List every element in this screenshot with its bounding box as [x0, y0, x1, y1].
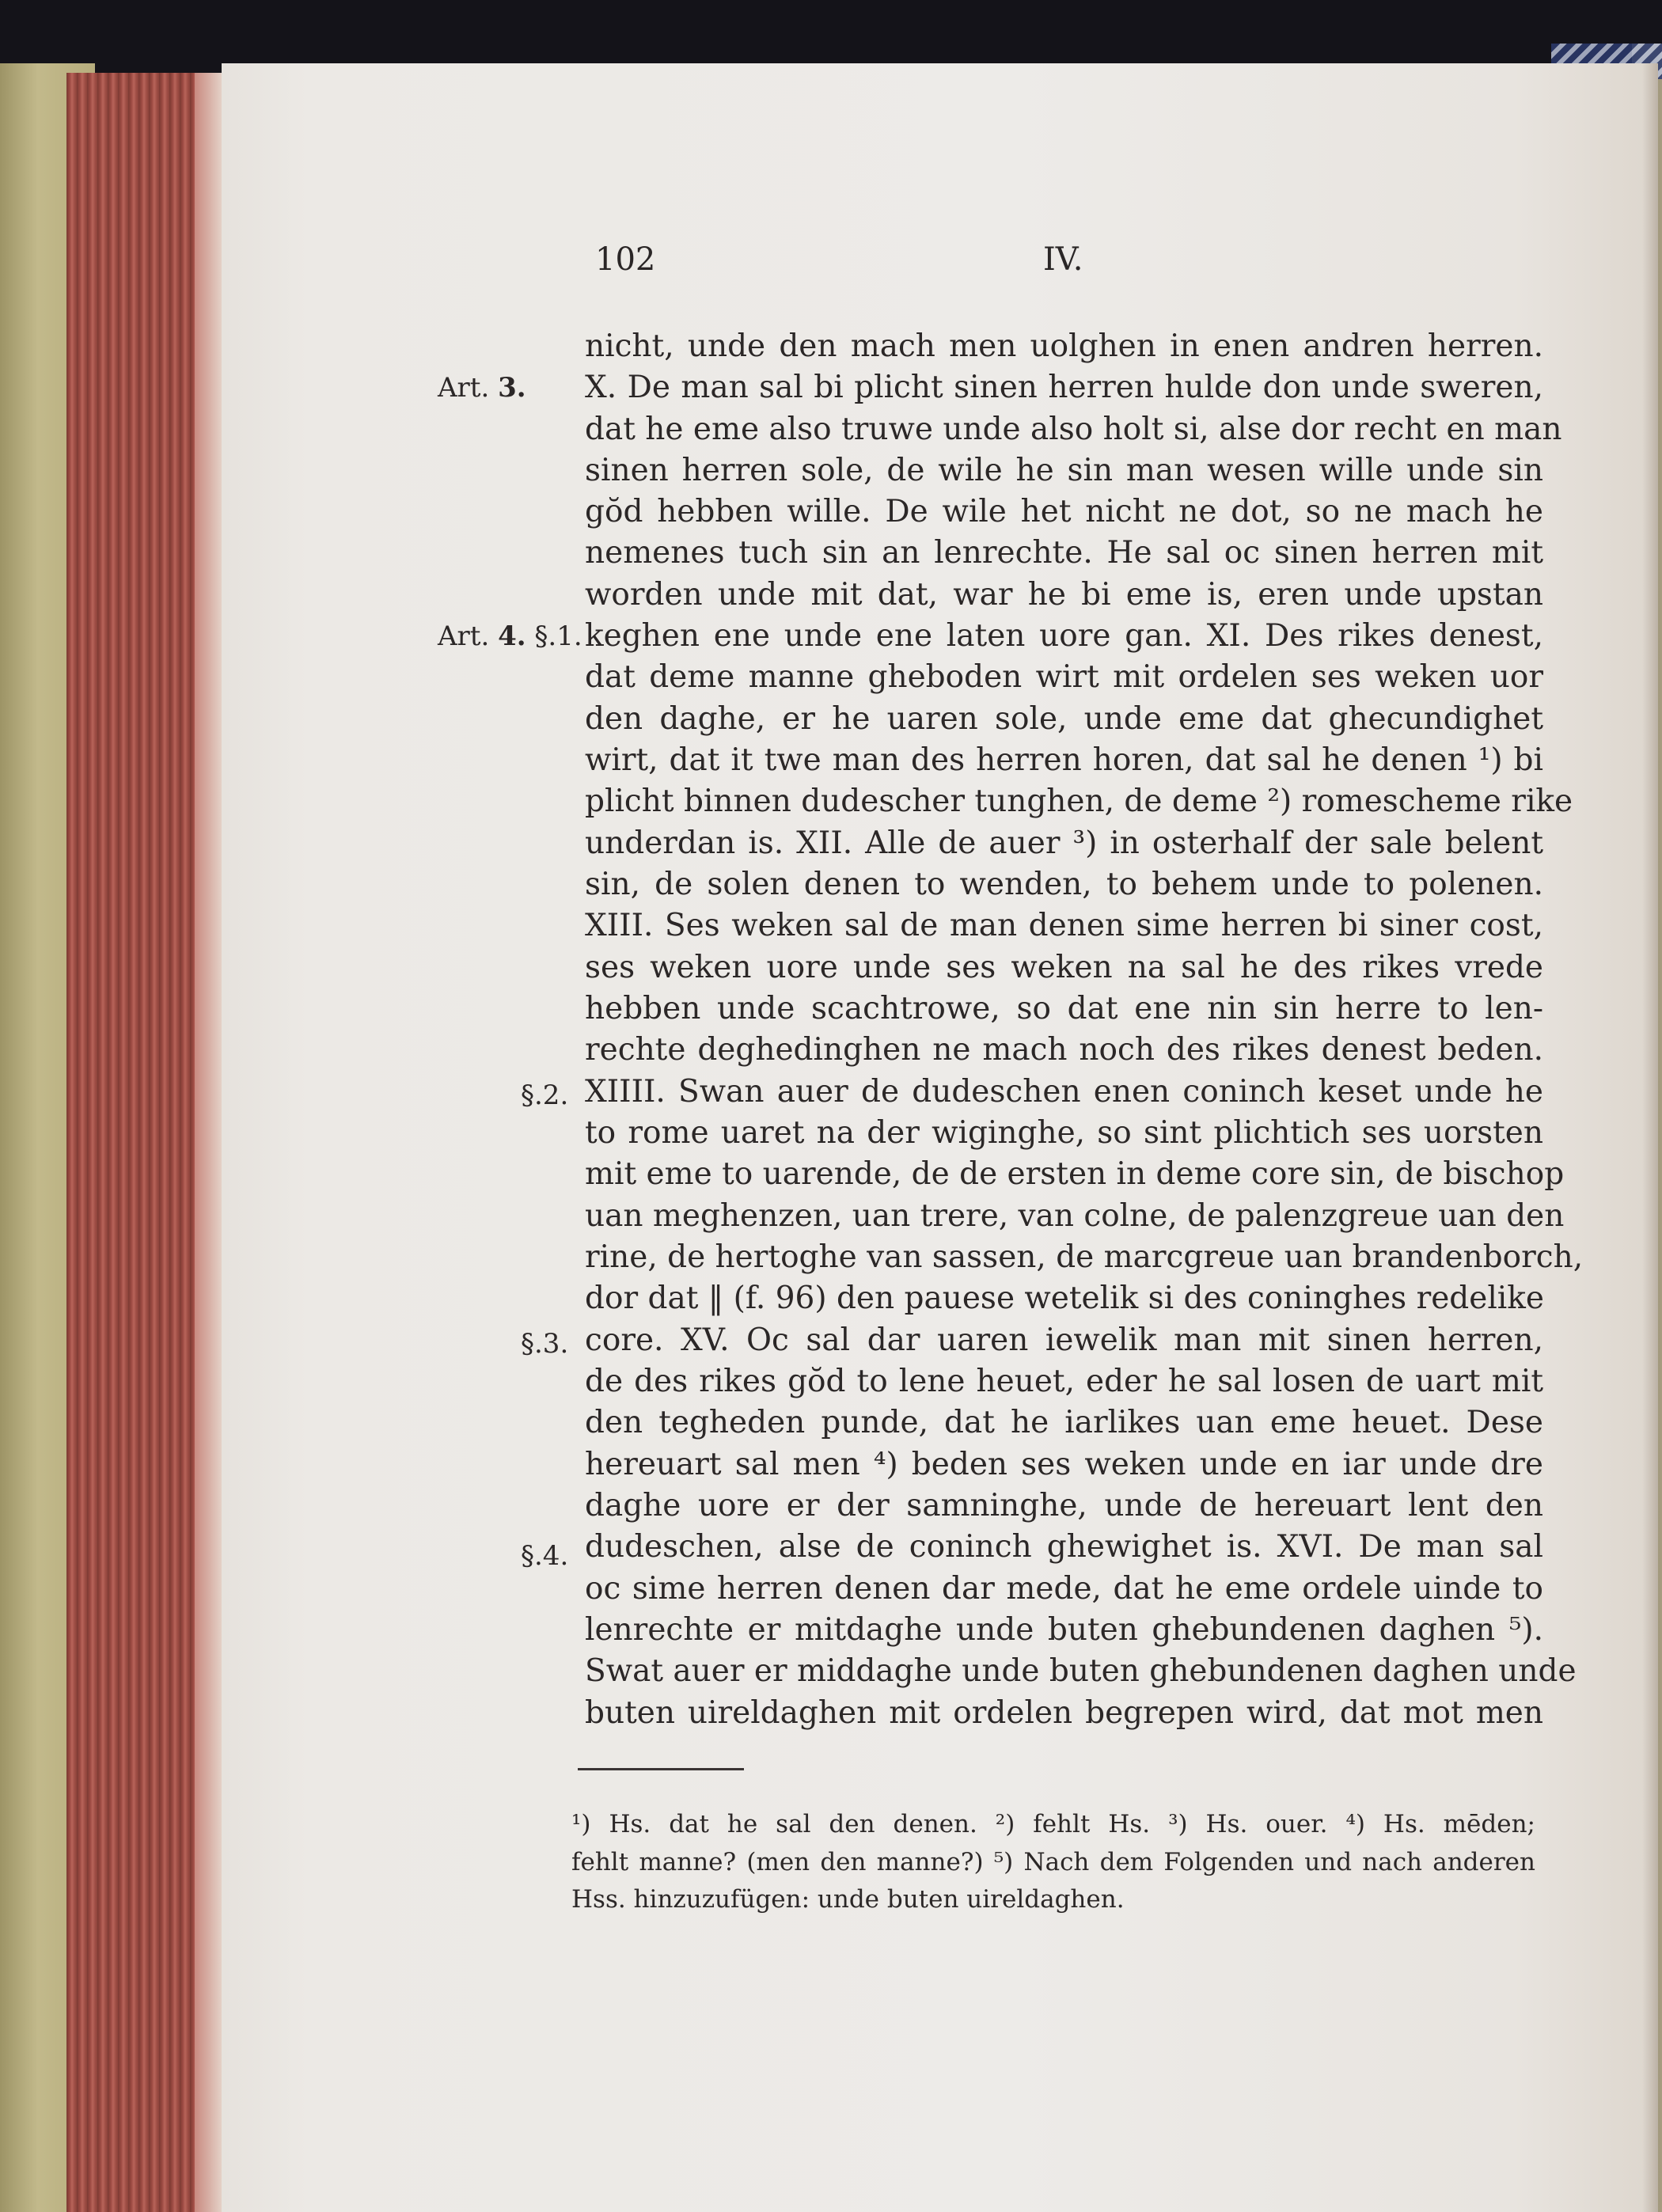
body-line: den tegheden punde, dat he iarlikes uan eme heuet. Dese	[585, 1405, 1543, 1440]
body-line: ses weken uore unde ses weken na sal he des rikes vrede	[585, 950, 1543, 985]
body-line: X. De man sal bi plicht sinen herren hulde don unde sweren,	[585, 370, 1543, 405]
body-line: rine, de hertoghe van sassen, de marcgreue uan brandenborch,	[585, 1239, 1584, 1275]
body-line: wirt, dat it twe man des herren horen, dat sal he denen ¹) bi	[585, 742, 1543, 778]
body-line: dat he eme also truwe unde also holt si, alse dor recht en man	[585, 412, 1562, 447]
body-line: hereuart sal men ⁴) beden ses weken unde en iar unde dre	[585, 1447, 1543, 1482]
body-line: gŏd hebben wille. De wile het nicht ne dot, so ne mach he	[585, 494, 1543, 529]
body-line: XIII. Ses weken sal de man denen sime herren bi siner cost,	[585, 908, 1543, 943]
page-edges	[66, 73, 225, 2212]
body-line: de des rikes gŏd to lene heuet, eder he sal losen de uart mit	[585, 1364, 1543, 1399]
body-line: den daghe, er he uaren sole, unde eme dat ghecundighet	[585, 701, 1543, 737]
page-header: IV.	[1043, 241, 1083, 278]
margin-paragraph-1: §.1.	[534, 620, 582, 652]
body-line: daghe uore er der samninghe, unde de hereuart lent den	[585, 1488, 1543, 1523]
body-line: dor dat ‖ (f. 96) den pauese wetelik si des coninghes redelike	[585, 1281, 1544, 1316]
body-line: underdan is. XII. Alle de auer ³) in osterhalf der sale belent	[585, 825, 1543, 861]
body-line: nicht, unde den mach men uolghen in enen andren herren.	[585, 328, 1543, 364]
body-line: worden unde mit dat, war he bi eme is, eren unde upstan	[585, 577, 1543, 613]
body-line: Swat auer er middaghe unde buten ghebundenen daghen unde	[585, 1653, 1577, 1689]
body-line: dat deme manne gheboden wirt mit ordelen ses weken uor	[585, 659, 1543, 695]
footnote-line: Hss. hinzuzufügen: unde buten uireldaghen.	[571, 1885, 1125, 1914]
margin-paragraph-2: §.2.	[521, 1079, 569, 1111]
margin-paragraph-3: §.3.	[521, 1328, 569, 1360]
margin-article-label: Art.	[438, 372, 490, 404]
margin-paragraph-4: §.4.	[521, 1540, 569, 1572]
body-line: XIIII. Swan auer de dudeschen enen coninch keset unde he	[585, 1074, 1543, 1110]
body-line: plicht binnen dudescher tunghen, de deme ²) romescheme rike	[585, 783, 1573, 819]
body-line: dudeschen, alse de coninch ghewighet is. XVI. De man sal	[585, 1529, 1543, 1565]
body-line: lenrechte er mitdaghe unde buten ghebundenen daghen ⁵).	[585, 1612, 1543, 1648]
body-line: mit eme to uarende, de de ersten in deme core sin, de bischop	[585, 1156, 1565, 1192]
margin-article-number: 3.	[498, 372, 526, 404]
margin-article-label: Art.	[438, 620, 490, 652]
footnote-line: ¹) Hs. dat he sal den denen. ²) fehlt Hs. ³) Hs. ouer. ⁴) Hs. mēden;	[571, 1810, 1535, 1838]
footnote-rule	[578, 1768, 744, 1770]
body-line: sin, de solen denen to wenden, to behem unde to polenen.	[585, 867, 1543, 902]
body-line: oc sime herren denen dar mede, dat he eme ordele uinde to	[585, 1571, 1543, 1607]
body-line: nemenes tuch sin an lenrechte. He sal oc sinen herren mit	[585, 535, 1543, 571]
page-number: 102	[595, 241, 656, 278]
margin-article-3	[438, 367, 526, 408]
body-line: uan meghenzen, uan trere, van colne, de palenzgreue uan den	[585, 1198, 1565, 1234]
margin-article-number: 4.	[498, 620, 526, 652]
body-line: keghen ene unde ene laten uore gan. XI. Des rikes denest,	[585, 618, 1543, 654]
body-line: rechte deghedinghen ne mach noch des rikes denest beden.	[585, 1032, 1543, 1068]
footnote-line: fehlt manne? (men den manne?) ⁵) Nach dem Folgenden und nach anderen	[571, 1848, 1535, 1876]
body-line: sinen herren sole, de wile he sin man wesen wille unde sin	[585, 453, 1543, 488]
body-line: core. XV. Oc sal dar uaren iewelik man mit sinen herren,	[585, 1322, 1543, 1358]
body-line: hebben unde scachtrowe, so dat ene nin sin herre to len-	[585, 991, 1543, 1026]
body-line: buten uireldaghen mit ordelen begrepen wird, dat mot men	[585, 1695, 1543, 1731]
body-line: to rome uaret na der wiginghe, so sint plichtich ses uorsten	[585, 1115, 1543, 1151]
margin-article-4	[438, 616, 582, 657]
